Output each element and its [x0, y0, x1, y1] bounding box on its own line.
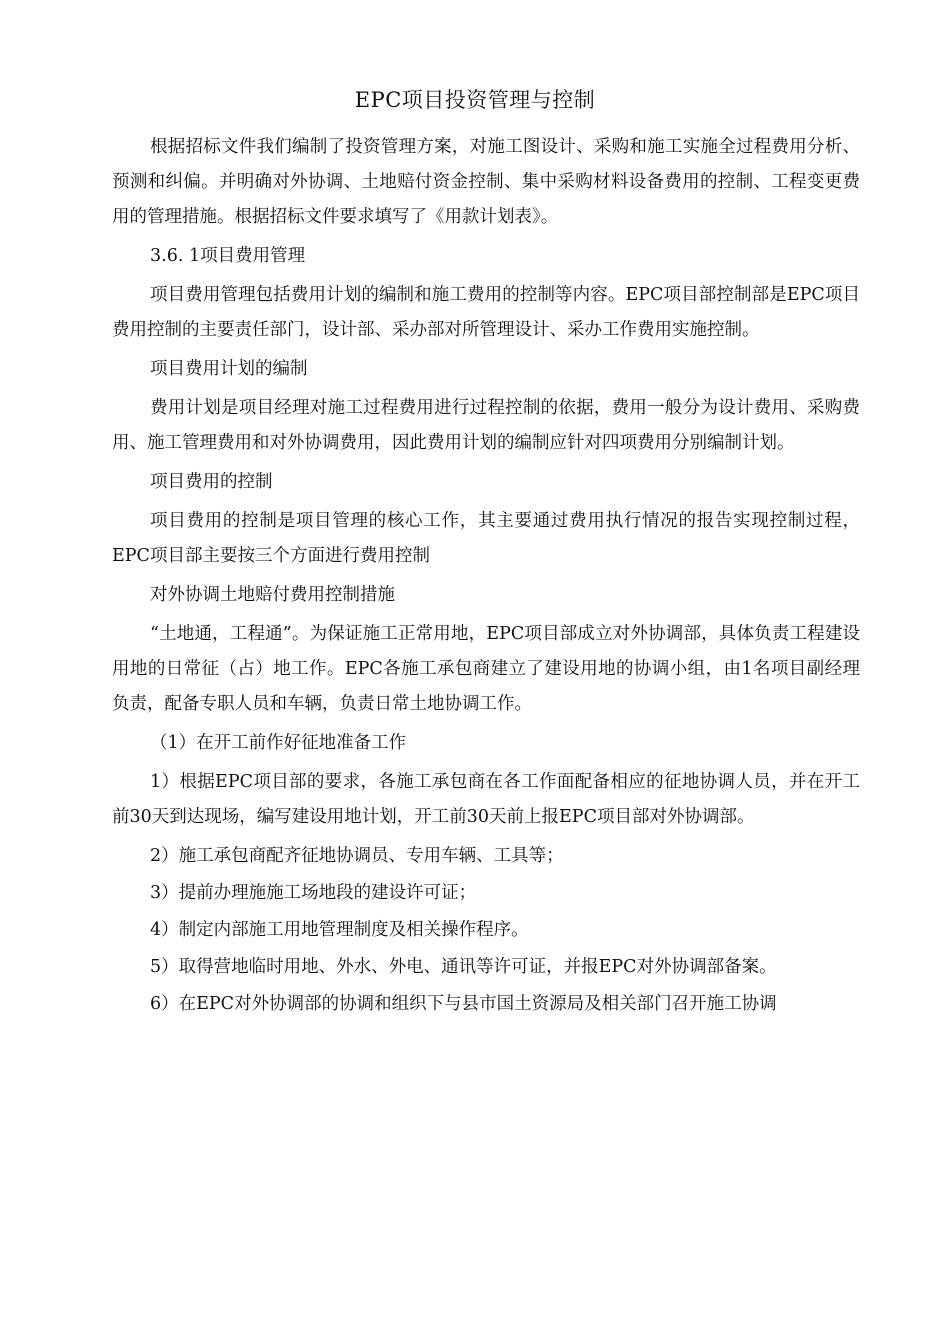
paragraph-cost-management: 项目费用管理包括费用计划的编制和施工费用的控制等内容。EPC项目部控制部是EPC项目费用控制的主要责任部门，设计部、采办部对所管理设计、采办工作费用实施控制。 — [112, 285, 860, 340]
document-body — [112, 130, 860, 1022]
paragraph-land-compensation: “土地通，工程通”。为保证施工正常用地，EPC项目部成立对外协调部，具体负责工程建设用地的日常征（占）地工作。EPC各施工承包商建立了建设用地的协调小组，由1名项目副经理负责，配备专职人员和车辆，负责日常土地协调工作。 — [112, 624, 860, 714]
section-heading-3-6-1: 3.6. 1项目费用管理 — [150, 246, 306, 266]
subheading-cost-plan: 项目费用计划的编制 — [150, 359, 308, 379]
subheading-land-compensation: 对外协调土地赔付费用控制措施 — [150, 585, 395, 605]
list-item-5: 5）取得营地临时用地、外水、外电、通讯等许可证，并报EPC对外协调部备案。 — [150, 957, 777, 977]
list-item-1: 1）根据EPC项目部的要求，各施工承包商在各工作面配备相应的征地协调人员，并在开工前30天到达现场，编写建设用地计划，开工前30天前上报EPC项目部对外协调部。 — [112, 772, 860, 827]
subheading-cost-control: 项目费用的控制 — [150, 472, 273, 492]
paragraph-cost-plan: 费用计划是项目经理对施工过程费用进行过程控制的依据，费用一般分为设计费用、采购费用、施工管理费用和对外协调费用，因此费用计划的编制应针对四项费用分别编制计划。 — [112, 398, 860, 453]
document-title: EPC项目投资管理与控制 — [354, 88, 596, 112]
list-item-3: 3）提前办理施施工场地段的建设许可证； — [150, 883, 477, 903]
list-item-6: 6）在EPC对外协调部的协调和组织下与县市国土资源局及相关部门召开施工协调 — [150, 994, 777, 1014]
list-item-4: 4）制定内部施工用地管理制度及相关操作程序。 — [150, 920, 529, 940]
paragraph-cost-control: 项目费用的控制是项目管理的核心工作，其主要通过费用执行情况的报告实现控制过程，EPC项目部主要按三个方面进行费用控制 — [112, 511, 860, 566]
paragraph-intro: 根据招标文件我们编制了投资管理方案，对施工图设计、采购和施工实施全过程费用分析、预测和纠偏。并明确对外协调、土地赔付资金控制、集中采购材料设备费用的控制、工程变更费用的管理措施。根据招标文件要求填写了《用款计划表》。 — [112, 137, 860, 227]
list-heading-preparation: （1）在开工前作好征地准备工作 — [150, 733, 407, 753]
list-item-2: 2）施工承包商配齐征地协调员、专用车辆、工具等； — [150, 846, 564, 866]
